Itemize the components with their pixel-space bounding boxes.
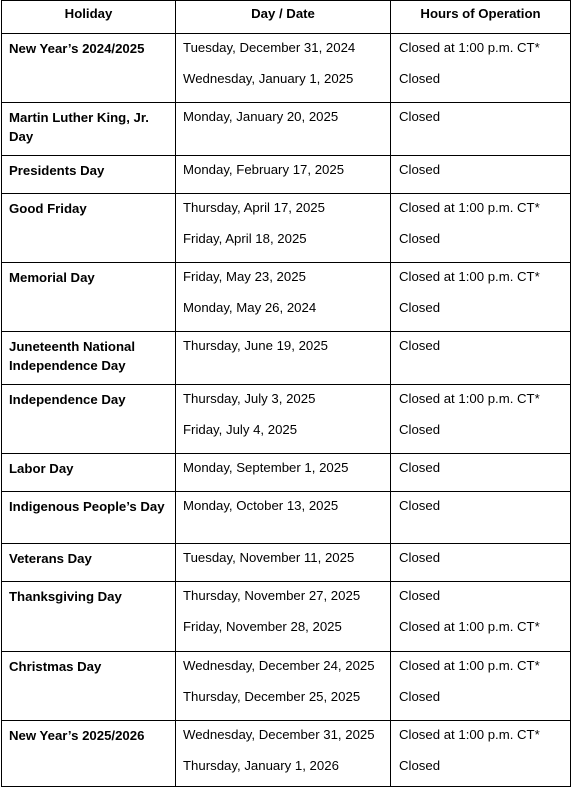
hours-line: Closed <box>399 758 441 773</box>
table-row <box>2 332 571 385</box>
date-line: Friday, July 4, 2025 <box>183 422 298 437</box>
hours-of-operation <box>391 544 571 582</box>
hours-line: Closed <box>399 422 441 437</box>
hours-of-operation <box>391 385 571 454</box>
hours-of-operation <box>391 194 571 263</box>
hours-line: Closed at 1:00 p.m. CT* <box>399 727 540 742</box>
holiday-name: Christmas Day <box>2 652 176 721</box>
holiday-name: Labor Day <box>2 454 176 492</box>
hours-of-operation <box>391 34 571 103</box>
header-day-date: Day / Date <box>176 1 391 34</box>
hours-line: Closed <box>399 162 441 177</box>
table-row <box>2 385 571 454</box>
holiday-name: Martin Luther King, Jr. Day <box>2 103 176 156</box>
holiday-dates <box>176 385 391 454</box>
hours-line: Closed <box>399 300 441 315</box>
date-line: Tuesday, December 31, 2024 <box>183 40 356 55</box>
date-line: Monday, October 13, 2025 <box>183 498 339 513</box>
table-body <box>2 34 571 787</box>
table-row <box>2 492 571 544</box>
table-row <box>2 454 571 492</box>
date-line: Monday, May 26, 2024 <box>183 300 317 315</box>
hours-line: Closed at 1:00 p.m. CT* <box>399 200 540 215</box>
date-line: Tuesday, November 11, 2025 <box>183 550 355 565</box>
holiday-name: Thanksgiving Day <box>2 582 176 652</box>
holiday-dates <box>176 263 391 332</box>
hours-line: Closed <box>399 588 441 603</box>
holiday-name: Good Friday <box>2 194 176 263</box>
hours-line: Closed at 1:00 p.m. CT* <box>399 269 540 284</box>
hours-line: Closed <box>399 689 441 704</box>
date-line: Thursday, November 27, 2025 <box>183 588 361 603</box>
holiday-dates <box>176 454 391 492</box>
header-hours: Hours of Operation <box>391 1 571 34</box>
table-row <box>2 652 571 721</box>
holiday-hours-table <box>1 0 571 787</box>
hours-of-operation <box>391 492 571 544</box>
holiday-dates <box>176 156 391 194</box>
date-line: Thursday, December 25, 2025 <box>183 689 361 704</box>
hours-of-operation <box>391 156 571 194</box>
holiday-name: New Year’s 2024/2025 <box>2 34 176 103</box>
hours-of-operation <box>391 332 571 385</box>
table-row <box>2 263 571 332</box>
date-line: Monday, September 1, 2025 <box>183 460 349 475</box>
date-line: Thursday, April 17, 2025 <box>183 200 325 215</box>
holiday-name: Independence Day <box>2 385 176 454</box>
hours-line: Closed <box>399 550 441 565</box>
date-line: Monday, January 20, 2025 <box>183 109 339 124</box>
date-line: Wednesday, December 24, 2025 <box>183 658 375 673</box>
holiday-name: Indigenous People’s Day <box>2 492 176 544</box>
holiday-dates <box>176 582 391 652</box>
hours-of-operation <box>391 103 571 156</box>
hours-line: Closed <box>399 71 441 86</box>
holiday-dates <box>176 194 391 263</box>
hours-of-operation <box>391 721 571 787</box>
holiday-dates <box>176 332 391 385</box>
table-row <box>2 194 571 263</box>
table-row <box>2 103 571 156</box>
holiday-dates <box>176 721 391 787</box>
holiday-dates <box>176 34 391 103</box>
hours-line: Closed at 1:00 p.m. CT* <box>399 40 540 55</box>
hours-line: Closed <box>399 231 441 246</box>
hours-line: Closed at 1:00 p.m. CT* <box>399 619 540 634</box>
table-row <box>2 156 571 194</box>
holiday-name: Juneteenth National Independence Day <box>2 332 176 385</box>
header-holiday: Holiday <box>2 1 176 34</box>
hours-of-operation <box>391 454 571 492</box>
date-line: Thursday, January 1, 2026 <box>183 758 339 773</box>
hours-of-operation <box>391 652 571 721</box>
hours-line: Closed at 1:00 p.m. CT* <box>399 658 540 673</box>
date-line: Wednesday, December 31, 2025 <box>183 727 375 742</box>
table-row <box>2 34 571 103</box>
date-line: Friday, May 23, 2025 <box>183 269 306 284</box>
hours-line: Closed <box>399 498 441 513</box>
hours-line: Closed <box>399 338 441 353</box>
holiday-name: Veterans Day <box>2 544 176 582</box>
holiday-dates <box>176 492 391 544</box>
holiday-name: New Year’s 2025/2026 <box>2 721 176 787</box>
holiday-dates <box>176 103 391 156</box>
hours-line: Closed at 1:00 p.m. CT* <box>399 391 540 406</box>
table-row <box>2 721 571 787</box>
date-line: Wednesday, January 1, 2025 <box>183 71 354 86</box>
table-row <box>2 582 571 652</box>
table-header <box>2 1 571 34</box>
hours-line: Closed <box>399 460 441 475</box>
date-line: Friday, November 28, 2025 <box>183 619 342 634</box>
header-row <box>2 1 571 34</box>
table-row <box>2 544 571 582</box>
holiday-name: Memorial Day <box>2 263 176 332</box>
date-line: Monday, February 17, 2025 <box>183 162 345 177</box>
date-line: Friday, April 18, 2025 <box>183 231 307 246</box>
holiday-dates <box>176 544 391 582</box>
date-line: Thursday, July 3, 2025 <box>183 391 316 406</box>
holiday-dates <box>176 652 391 721</box>
hours-line: Closed <box>399 109 441 124</box>
hours-of-operation <box>391 263 571 332</box>
holiday-name: Presidents Day <box>2 156 176 194</box>
date-line: Thursday, June 19, 2025 <box>183 338 328 353</box>
hours-of-operation <box>391 582 571 652</box>
